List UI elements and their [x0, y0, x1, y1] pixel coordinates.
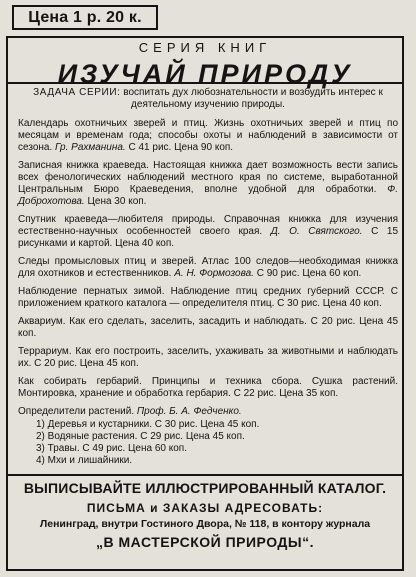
book-title: Определители растений. [18, 406, 135, 417]
series-title: ИЗУЧАЙ ПРИРОДУ [57, 59, 353, 89]
book-author: Гр. Рахманина. [55, 142, 126, 153]
book-title: Спутник краеведа—любителя природы. [18, 214, 216, 225]
book-title: Следы промысловых птиц и зверей. [18, 256, 197, 267]
book-title: Как собирать гербарий. [18, 376, 142, 387]
book-entry-plant-keys [18, 406, 398, 467]
book-description: Как его построить, заселить, ухаживать за животными и наблюдать их. С 20 рис. Цена 45 коп. [18, 346, 399, 369]
list-item: 1) Деревья и кустарники. С 30 рис. Цена 45 коп. [36, 419, 260, 430]
book-price: С 15 рисунками и картой. Цена 40 коп. [18, 226, 399, 249]
book-entry-calendar [18, 118, 398, 154]
book-description: Настоящая книжка дает возможность вести запись всех фенологических наблюдений местного края по системе, выработанной Центральным Бюро Краеведения, вполне удобной для обработки. [18, 160, 399, 195]
catalog-heading: ВЫПИСЫВАЙТЕ ИЛЛЮСТРИРОВАННЫЙ КАТАЛОГ. [23, 480, 387, 496]
book-entry-winter-birds [18, 286, 398, 310]
price-label: Цена 1 р. 20 к. [28, 8, 142, 26]
task-lead: ЗАДАЧА СЕРИИ: [33, 87, 121, 98]
catalog-notice [6, 480, 404, 551]
list-item: 2) Водяные растения. С 29 рис. Цена 45 коп. [36, 431, 245, 442]
book-description: Жизнь охотничьих зверей и птиц по месяцам и временам года; способы охоты и наблюдений в зависимости от сезона. [18, 118, 399, 153]
book-title: Наблюдение пернатых зимой. [18, 286, 165, 297]
book-list [18, 87, 398, 473]
top-divider [8, 82, 402, 84]
address-line: Ленинград, внутри Гостиного Двора, № 118, в контору журнала [39, 518, 371, 530]
book-entry-aquarium [18, 316, 398, 340]
book-title: Записная книжка краеведа. [18, 160, 149, 171]
book-entry-terrarium [18, 346, 398, 370]
book-price: С 90 рис. Цена 60 коп. [256, 268, 362, 279]
price-box [12, 5, 158, 30]
book-author: А. Н. Формозова. [174, 268, 254, 279]
list-item: 3) Травы. С 49 рис. Цена 60 коп. [36, 443, 187, 454]
book-author: Д. О. Святского. [270, 226, 363, 237]
journal-name: „В МАСТЕРСКОЙ ПРИРОДЫ“. [96, 534, 314, 550]
book-entry-herbarium [18, 376, 398, 400]
book-entry-tracks [18, 256, 398, 280]
book-entry-notebook [18, 160, 398, 208]
series-task [18, 87, 398, 111]
orders-heading: ПИСЬМА и ЗАКАЗЫ АДРЕСОВАТЬ: [86, 501, 324, 515]
book-description: Как его сделать, заселить, засадить и наблюдать. С 20 рис. Цена 45 коп. [18, 316, 399, 339]
book-price: Цена 30 коп. [87, 196, 147, 207]
task-text: воспитать дух любознательности и возбудить интерес к деятельному изучению природы. [123, 87, 383, 110]
book-description: Атлас 100 следов—необходимая книжка для охотников и естественников. [18, 256, 399, 279]
book-author: Проф. Б. А. Федченко. [136, 406, 242, 417]
book-price: С 41 рис. Цена 90 коп. [128, 142, 234, 153]
book-description: Наблюдение птиц средних губерний СССР. С приложением краткого каталога — определителя птиц. С 30 рис. Цена 40 коп. [18, 286, 398, 309]
bottom-divider [8, 474, 402, 476]
book-title: Аквариум. [18, 316, 66, 327]
book-title: Календарь охотничьих зверей и птиц. [18, 118, 208, 129]
book-entry-companion [18, 214, 398, 250]
book-author: Ф. Доброхотова. [18, 184, 398, 207]
book-description: Принципы и техника сбора. Сушка растений. Монтировка, хранение и обработка гербария. С 22 рис. Цена 35 коп. [18, 376, 399, 399]
book-description: Справочная книжка для изучения естественно-научных особенностей своего края. [18, 214, 398, 237]
plant-keys-list [36, 419, 398, 467]
book-title: Террариум. [18, 346, 72, 357]
list-item: 4) Мхи и лишайники. [36, 455, 133, 466]
series-label: СЕРИЯ КНИГ [138, 40, 272, 55]
